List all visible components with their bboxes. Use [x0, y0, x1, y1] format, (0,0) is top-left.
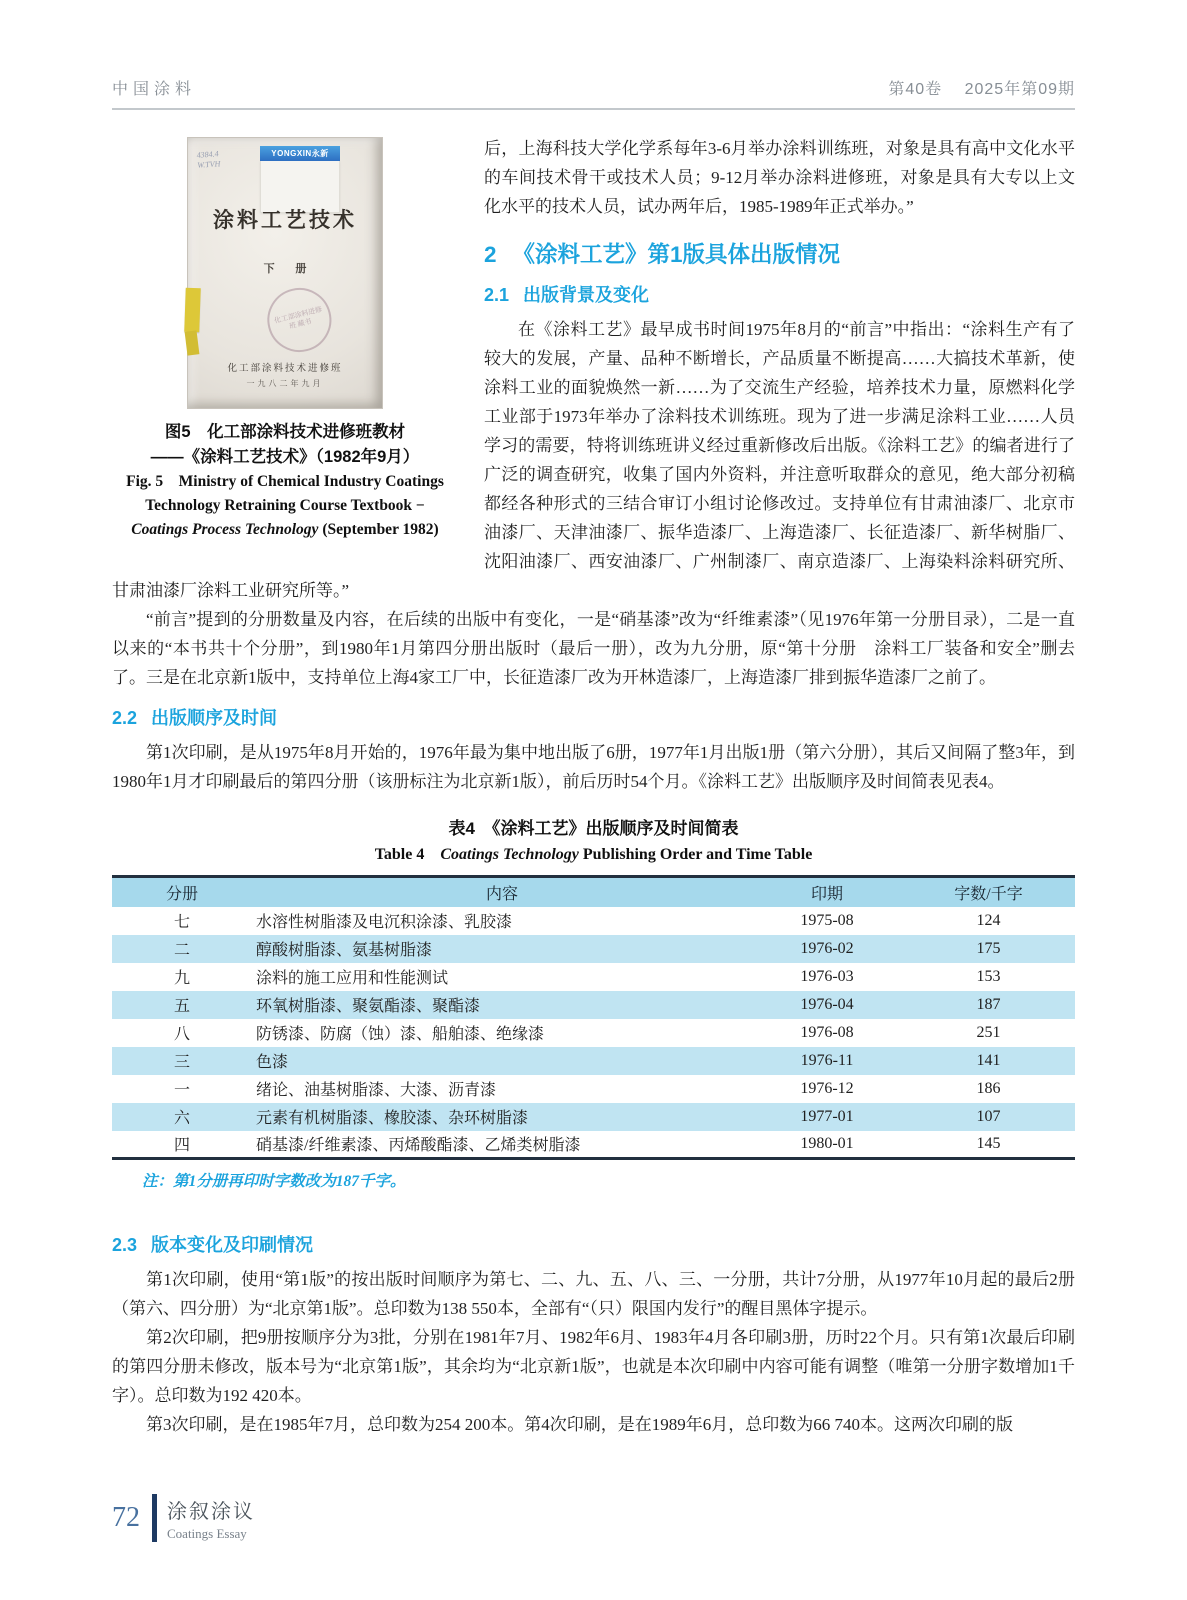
book-title-italic: Coatings Technology: [440, 846, 579, 863]
column-title-zh: 涂叙涂议: [167, 1500, 255, 1523]
section-2-2-heading: 2.2 出版顺序及时间: [112, 708, 278, 728]
cover-call-number: 4384.4 W.TVH: [196, 149, 221, 170]
column-header-date: 印期: [752, 877, 902, 907]
cover-publisher: 化工部涂料技术进修班: [227, 364, 343, 374]
column-header-chars: 字数/千字: [902, 877, 1075, 907]
paragraph-continued: 后，上海科技大学化学系每年3-6月举办涂料训练班，对象是具有高中文化水平的车间技术骨干或技术人员；9-12月举办涂料进修班，对象是具有大专以上文化水平的技术人员，试办两年后，1985-1989年正式举办。”: [484, 139, 1075, 216]
table-row: 五 环氧树脂漆、聚氨酯漆、聚酯漆 1976-04 187: [112, 991, 1075, 1019]
section-2-2-paragraph-1: 第1次印刷，是从1975年8月开始的，1976年最为集中地出版了6册，1977年1月出版1册（第六分册），其后又间隔了整3年，到1980年1月才印刷最后的第四分册（该册标注为北京新1版），前后历时54个月。《涂料工艺》出版顺序及时间简表见表4。: [112, 743, 1075, 791]
volume-number: 第40卷: [888, 81, 943, 98]
section-2-1-paragraph-2: “前言”提到的分册数量及内容，在后续的出版中有变化，一是“硝基漆”改为“纤维素漆”（见1976年第一分册目录），二是一直以来的“本书共十个分册”，到1980年1月第四分册出版时（最后一册），改为九分册，原“第十分册 涂料工厂装备和安全”删去了。三是在北京新1版中，支持单位上海4家工厂中，长征造漆厂改为开林造漆厂，上海造漆厂排到振华造漆厂之前了。: [112, 610, 1075, 687]
book-cover-photo: [188, 138, 382, 408]
figure-caption: [112, 420, 458, 542]
page-number: 72: [112, 1502, 140, 1533]
figure-caption-en-line2: Technology Retraining Course Textbook −: [145, 497, 425, 514]
column-title-en: Coatings Essay: [167, 1525, 247, 1541]
page-footer: [112, 1494, 255, 1542]
cover-title: 涂料工艺技术: [213, 208, 357, 232]
figure-caption-en-line3: Coatings Process Technology (September 1982): [131, 521, 439, 538]
book-title-italic: Coatings Process Technology: [131, 521, 319, 538]
column-title: [167, 1495, 255, 1542]
cover-library-label: [260, 146, 340, 213]
section-2-heading: 2 《涂料工艺》第1版具体出版情况: [484, 242, 841, 267]
column-header-volume: 分册: [112, 877, 252, 907]
section-2-1-paragraph-1: 在《涂料工艺》最早成书时间1975年8月的“前言”中指出：“涂料生产有了较大的发展，产量、品种不断增长，产品质量不断提高……大搞技术革新，使涂料工业的面貌焕然一新……为了交流生产经验，培养技术力量，原燃料化学工业部于1973年举办了涂料技术训练班。现为了进一步满足涂料工业……人员学习的需要，特将训练班讲义经过重新修改后出版。《涂料工艺》的编者进行了广泛的调查研究，收集了国内外资料，并注意听取群众的意见，绝大部分初稿都经各种形式的三结合审订小组讨论修改过。支持单位有甘肃油漆厂、北京市油漆厂、天津油漆厂、振华造漆厂、上海造漆厂、长征造漆厂、新华树脂厂、沈阳油漆厂、西安油漆厂、广州制漆厂、南京造漆厂、上海染料涂料研究所、甘肃油漆厂涂料工业研究所等。”: [112, 320, 1075, 600]
section-2-3-paragraph-2: 第2次印刷，把9册按顺序分为3批，分别在1981年7月、1982年6月、1983年4月各印刷3册，历时22个月。只有第1次最后印刷的第四分册未修改，版本号为“北京第1版”，其余均为“北京新1版”，也就是本次印刷中内容可能有调整（唯第一分册字数增加1千字）。总印数为192 420本。: [112, 1328, 1075, 1405]
table-caption-zh: 表4 《涂料工艺》出版顺序及时间简表: [448, 819, 739, 838]
cover-date: 一九八二年九月: [246, 379, 324, 388]
issue-info: [870, 76, 1075, 99]
cover-volume-label: 下 册: [263, 263, 316, 275]
library-stamp-icon: 化工部涂料进修班 藏书: [260, 281, 338, 359]
cover-label-brand: YONGXIN永新: [260, 146, 340, 161]
table-row: 一 绪论、油基树脂漆、大漆、沥青漆 1976-12 186: [173, 1079, 1001, 1099]
section-2-3-paragraph-1: 第1次印刷，使用“第1版”的按出版时间顺序为第七、二、九、五、八、三、一分册，共计7分册，从1977年10月起的最后2册（第六、四分册）为“北京第1版”。总印数为138 550本，全部有“（只）限国内发行”的醒目黑体字提示。: [112, 1270, 1075, 1318]
footer-divider-bar: [152, 1494, 157, 1542]
table-row: 八 防锈漆、防腐（蚀）漆、船舶漆、绝缘漆 1976-08 251: [173, 1023, 1001, 1043]
figure-caption-en-line1: Fig. 5 Ministry of Chemical Industry Coatings: [126, 473, 444, 490]
section-2-3: [112, 1231, 1075, 1439]
figure-5: [112, 134, 484, 542]
column-header-content: 内容: [252, 877, 752, 907]
table-row: 三 色漆 1976-11 141: [112, 1047, 1075, 1075]
table-row: 六 元素有机树脂漆、橡胶漆、杂环树脂漆 1977-01 107: [112, 1103, 1075, 1131]
section-2-3-heading: 2.3 版本变化及印刷情况: [112, 1235, 314, 1255]
table-header-row: [112, 877, 1075, 907]
section-2-1-heading: 2.1 出版背景及变化: [484, 285, 650, 305]
publishing-order-table: [112, 875, 1075, 1160]
table-note: 注：第1分册再印时字数改为187千字。: [142, 1173, 406, 1190]
section-2-3-paragraph-3: 第3次印刷，是在1985年7月，总印数为254 200本。第4次印刷，是在1989年6月，总印数为66 740本。这两次印刷的版: [146, 1415, 1013, 1434]
table-row: 七 水溶性树脂漆及电沉积涂漆、乳胶漆 1975-08 124: [173, 911, 1001, 931]
article-body: [112, 134, 1075, 1439]
tape-mark-icon: [184, 288, 201, 332]
journal-name: 中国涂料: [112, 81, 197, 98]
figure-caption-zh-line1: 图5 化工部涂料技术进修班教材: [164, 423, 406, 441]
table-row: 二 醇酸树脂漆、氨基树脂漆 1976-02 175: [112, 935, 1075, 963]
table-row: 九 涂料的施工应用和性能测试 1976-03 153: [173, 967, 1001, 987]
table-row: 四 硝基漆/纤维素漆、丙烯酸酯漆、乙烯类树脂漆 1980-01 145: [173, 1134, 1001, 1155]
running-head: [112, 0, 1075, 110]
figure-caption-zh-line2: ——《涂料工艺技术》（1982年9月）: [150, 448, 420, 466]
issue-number: 2025年第09期: [964, 81, 1075, 98]
tape-mark-icon: [185, 330, 200, 355]
table-4-block: [112, 816, 1075, 1191]
table-caption-en: Table 4 Coatings Technology Publishing Order and Time Table: [374, 846, 813, 863]
